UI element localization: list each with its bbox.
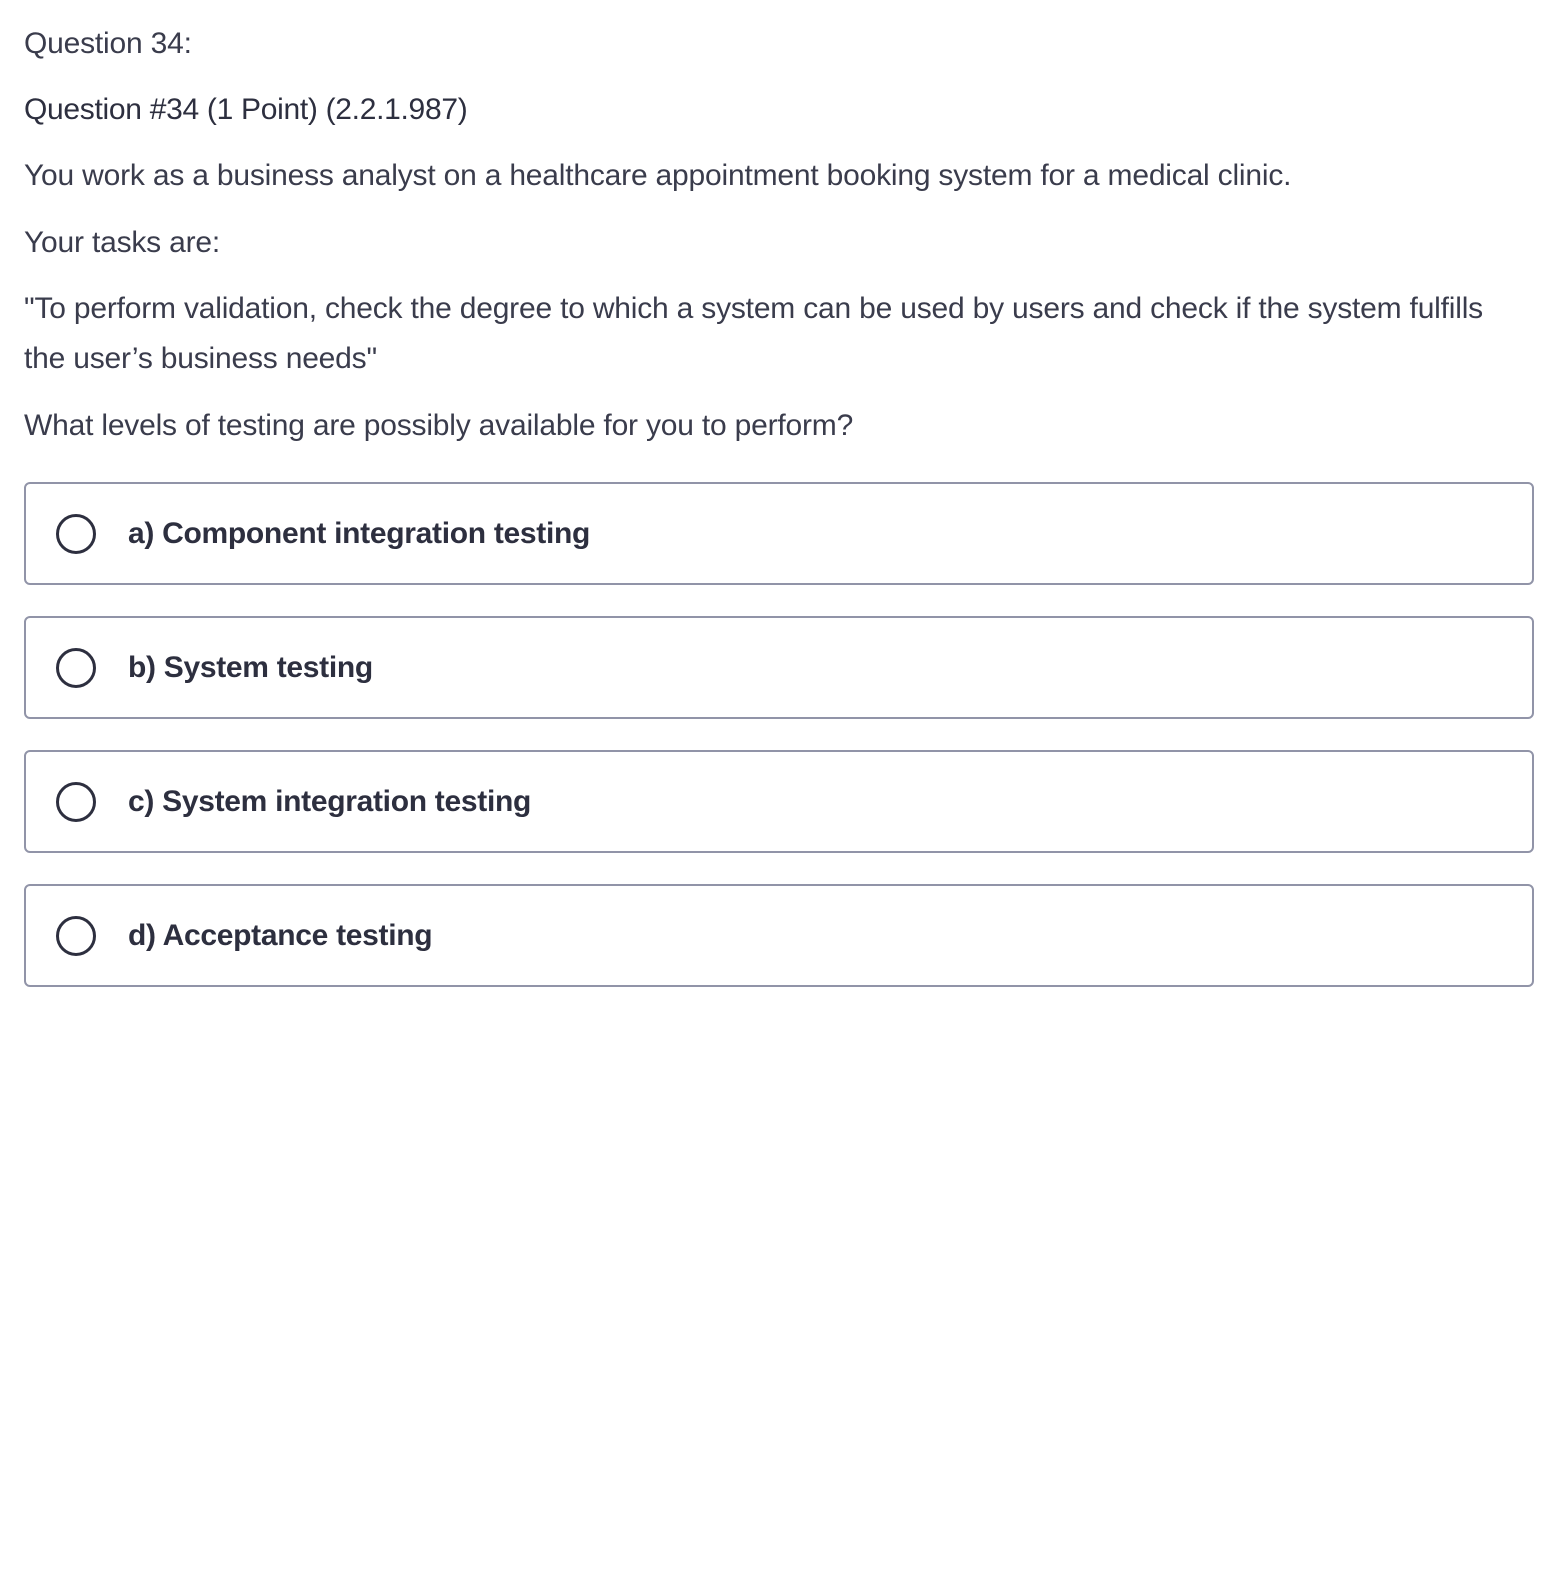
answer-option-label: a) Component integration testing bbox=[128, 516, 591, 550]
answer-option-c[interactable] bbox=[24, 750, 1534, 853]
answer-option-label: d) Acceptance testing bbox=[128, 918, 433, 952]
answer-options-group bbox=[24, 482, 1534, 1018]
answer-option-label: b) System testing bbox=[128, 650, 373, 684]
radio-unchecked-icon[interactable] bbox=[56, 916, 96, 956]
answer-option-d[interactable] bbox=[24, 884, 1534, 987]
question-number-heading: Question 34: bbox=[24, 27, 192, 60]
answer-option-a[interactable] bbox=[24, 482, 1534, 585]
question-prompt: What levels of testing are possibly available for you to perform? bbox=[24, 409, 854, 442]
question-tasks-label: Your tasks are: bbox=[24, 226, 220, 259]
question-context-paragraph: You work as a business analyst on a healthcare appointment booking system for a medical clinic. bbox=[24, 159, 1292, 192]
question-task-quote: "To perform validation, check the degree to which a system can be used by users and check if the system fulfills the user’s business needs" bbox=[24, 292, 1483, 375]
question-title: Question #34 (1 Point) (2.2.1.987) bbox=[24, 93, 468, 126]
answer-option-label: c) System integration testing bbox=[128, 784, 532, 818]
radio-unchecked-icon[interactable] bbox=[56, 782, 96, 822]
answer-option-b[interactable] bbox=[24, 616, 1534, 719]
radio-unchecked-icon[interactable] bbox=[56, 648, 96, 688]
radio-unchecked-icon[interactable] bbox=[56, 514, 96, 554]
